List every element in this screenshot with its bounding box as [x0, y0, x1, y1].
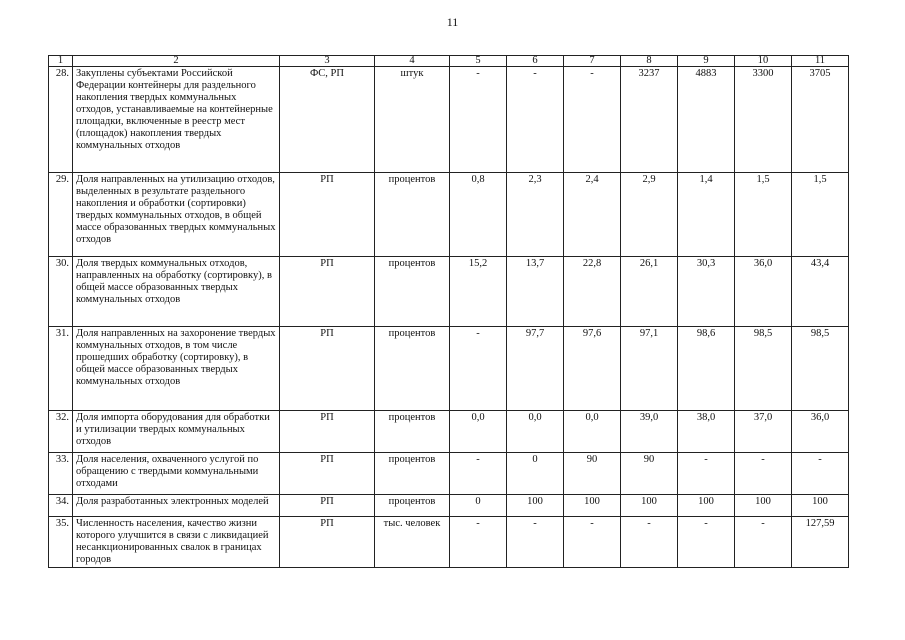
value-cell-8: 100: [621, 495, 678, 517]
value-cell-10: 98,5: [735, 327, 792, 411]
value-cell-5: -: [450, 67, 507, 173]
page-number: 11: [446, 15, 459, 29]
unit-cell: процентов: [375, 173, 450, 257]
source-cell: ФС, РП: [280, 67, 375, 173]
value-cell-8: 97,1: [621, 327, 678, 411]
source-cell: РП: [280, 327, 375, 411]
indicator-name: Доля направленных на захоронение твердых коммунальных отходов, в том числе прошедших обработку (сортировку), в общей массе образованных твердых коммунальных отходов: [73, 327, 280, 411]
indicators-table: [48, 55, 849, 568]
value-cell-7: -: [564, 517, 621, 568]
value-cell-9: 98,6: [678, 327, 735, 411]
value-cell-6: -: [507, 517, 564, 568]
table-header-row: [49, 56, 849, 67]
source-cell: РП: [280, 173, 375, 257]
value-cell-5: 15,2: [450, 257, 507, 327]
header-col-1: 1: [49, 56, 73, 67]
source-cell: РП: [280, 517, 375, 568]
value-cell-10: 1,5: [735, 173, 792, 257]
value-cell-10: 37,0: [735, 411, 792, 453]
value-cell-6: 0,0: [507, 411, 564, 453]
value-cell-5: -: [450, 327, 507, 411]
source-cell: РП: [280, 257, 375, 327]
header-col-4: 4: [375, 56, 450, 67]
value-cell-11: 36,0: [792, 411, 849, 453]
header-col-7: 7: [564, 56, 621, 67]
header-col-9: 9: [678, 56, 735, 67]
row-number: 33.: [49, 453, 73, 495]
value-cell-6: 2,3: [507, 173, 564, 257]
value-cell-11: -: [792, 453, 849, 495]
value-cell-8: 90: [621, 453, 678, 495]
unit-cell: процентов: [375, 257, 450, 327]
value-cell-9: -: [678, 517, 735, 568]
header-col-5: 5: [450, 56, 507, 67]
table-row: [49, 411, 849, 453]
value-cell-5: 0,8: [450, 173, 507, 257]
row-number: 30.: [49, 257, 73, 327]
indicator-name: Доля направленных на утилизацию отходов, выделенных в результате раздельного накопления и обработки (сортировки) твердых коммунальных отходов, в общей массе образованных твердых коммунальных отходов: [73, 173, 280, 257]
unit-cell: штук: [375, 67, 450, 173]
value-cell-11: 98,5: [792, 327, 849, 411]
unit-cell: процентов: [375, 453, 450, 495]
value-cell-7: 100: [564, 495, 621, 517]
value-cell-11: 1,5: [792, 173, 849, 257]
table-row: [49, 67, 849, 173]
row-number: 31.: [49, 327, 73, 411]
table-row: [49, 517, 849, 568]
value-cell-9: 100: [678, 495, 735, 517]
value-cell-7: 22,8: [564, 257, 621, 327]
indicator-name: Численность населения, качество жизни которого улучшится в связи с ликвидацией несанкционированных свалок в границах городов: [73, 517, 280, 568]
value-cell-5: 0: [450, 495, 507, 517]
value-cell-11: 100: [792, 495, 849, 517]
value-cell-8: 2,9: [621, 173, 678, 257]
value-cell-7: 0,0: [564, 411, 621, 453]
value-cell-6: 97,7: [507, 327, 564, 411]
indicator-name: Доля населения, охваченного услугой по обращению с твердыми коммунальными отходами: [73, 453, 280, 495]
table-row: [49, 453, 849, 495]
value-cell-5: 0,0: [450, 411, 507, 453]
row-number: 35.: [49, 517, 73, 568]
unit-cell: тыс. человек: [375, 517, 450, 568]
unit-cell: процентов: [375, 495, 450, 517]
value-cell-5: -: [450, 517, 507, 568]
row-number: 29.: [49, 173, 73, 257]
value-cell-10: 100: [735, 495, 792, 517]
value-cell-9: 38,0: [678, 411, 735, 453]
unit-cell: процентов: [375, 327, 450, 411]
value-cell-8: 39,0: [621, 411, 678, 453]
value-cell-11: 127,59: [792, 517, 849, 568]
row-number: 34.: [49, 495, 73, 517]
header-col-11: 11: [792, 56, 849, 67]
value-cell-11: 3705: [792, 67, 849, 173]
value-cell-10: -: [735, 453, 792, 495]
row-number: 28.: [49, 67, 73, 173]
indicator-name: Доля импорта оборудования для обработки и утилизации твердых коммунальных отходов: [73, 411, 280, 453]
header-col-10: 10: [735, 56, 792, 67]
table-row: [49, 173, 849, 257]
row-number: 32.: [49, 411, 73, 453]
value-cell-11: 43,4: [792, 257, 849, 327]
value-cell-8: -: [621, 517, 678, 568]
indicator-name: Доля разработанных электронных моделей: [73, 495, 280, 517]
unit-cell: процентов: [375, 411, 450, 453]
table-row: [49, 257, 849, 327]
value-cell-9: 1,4: [678, 173, 735, 257]
value-cell-7: 90: [564, 453, 621, 495]
header-col-6: 6: [507, 56, 564, 67]
value-cell-6: 13,7: [507, 257, 564, 327]
value-cell-5: -: [450, 453, 507, 495]
header-col-3: 3: [280, 56, 375, 67]
value-cell-7: -: [564, 67, 621, 173]
value-cell-9: 30,3: [678, 257, 735, 327]
source-cell: РП: [280, 453, 375, 495]
indicator-name: Доля твердых коммунальных отходов, направленных на обработку (сортировку), в общей массе образованных твердых коммунальных отходов: [73, 257, 280, 327]
value-cell-9: 4883: [678, 67, 735, 173]
source-cell: РП: [280, 411, 375, 453]
value-cell-6: 0: [507, 453, 564, 495]
header-col-2: 2: [73, 56, 280, 67]
value-cell-7: 2,4: [564, 173, 621, 257]
table-row: [49, 495, 849, 517]
value-cell-8: 3237: [621, 67, 678, 173]
value-cell-10: 3300: [735, 67, 792, 173]
indicator-name: Закуплены субъектами Российской Федерации контейнеры для раздельного накопления твердых коммунальных отходов, устанавливаемые на контейнерные площадки, включенные в реестр мест (площадок) накопления твердых коммунальных отходов: [73, 67, 280, 173]
source-cell: РП: [280, 495, 375, 517]
value-cell-7: 97,6: [564, 327, 621, 411]
value-cell-10: -: [735, 517, 792, 568]
header-col-8: 8: [621, 56, 678, 67]
value-cell-10: 36,0: [735, 257, 792, 327]
value-cell-6: -: [507, 67, 564, 173]
value-cell-6: 100: [507, 495, 564, 517]
table-row: [49, 327, 849, 411]
value-cell-9: -: [678, 453, 735, 495]
value-cell-8: 26,1: [621, 257, 678, 327]
